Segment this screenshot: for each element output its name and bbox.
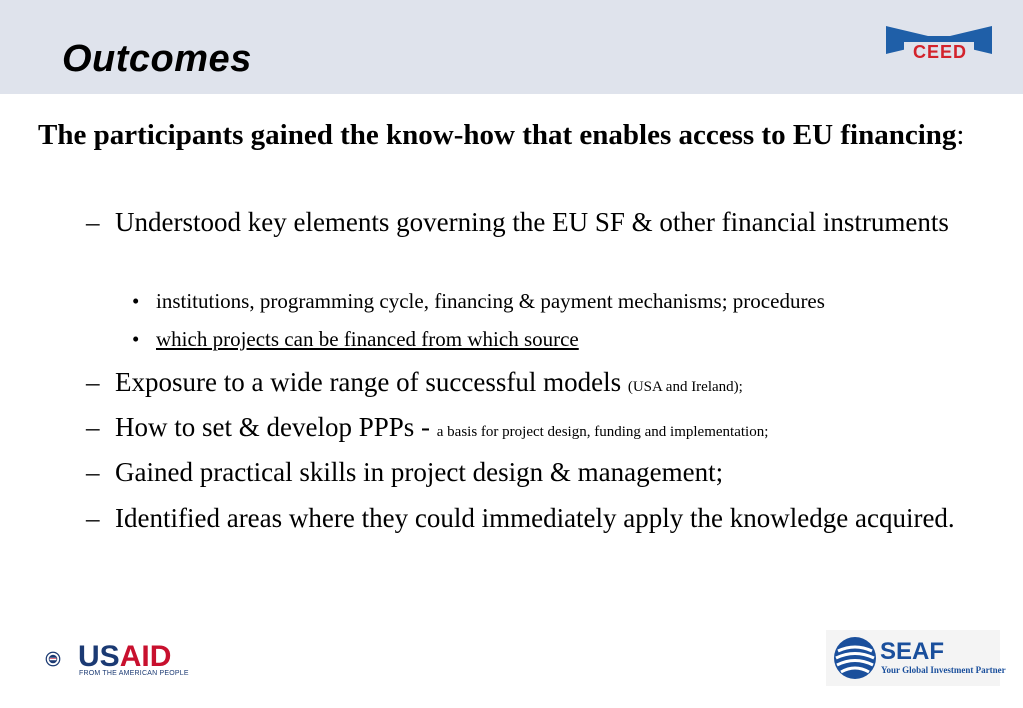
slide-title: Outcomes: [62, 38, 252, 80]
usaid-seal-icon: [30, 636, 76, 682]
dash-marker: –: [86, 412, 100, 442]
bullet-marker: •: [132, 289, 140, 313]
dash-marker: –: [86, 367, 100, 397]
outcome-text: Gained practical skills in project design & management;: [115, 457, 724, 487]
sub-bullet-text: institutions, programming cycle, financing & payment mechanisms; procedures: [156, 289, 825, 313]
dash-marker: –: [86, 503, 100, 533]
sub-bullet-text: which projects can be financed from which source: [156, 327, 579, 351]
bullet-marker: •: [132, 327, 140, 351]
outcome-note: (USA and Ireland);: [627, 379, 743, 395]
outcome-text: Understood key elements governing the EU SF & other financial instruments: [115, 207, 949, 237]
ceed-logo-text: CEED: [912, 42, 967, 62]
outcome-text: Identified areas where they could immediately apply the knowledge acquired.: [115, 503, 955, 533]
lead-text: The participants gained the know-how that enables access to EU financing: [38, 119, 957, 151]
seaf-wordmark: SEAF: [880, 638, 945, 665]
outcome-text: How to set & develop PPPs - a basis for project design, funding and implementation;: [115, 412, 769, 442]
usaid-tagline: FROM THE AMERICAN PEOPLE: [79, 670, 189, 677]
seaf-tagline: Your Global Investment Partner: [881, 665, 1006, 675]
outcome-note: a basis for project design, funding and implementation;: [436, 424, 769, 440]
usaid-wordmark: USAID: [78, 640, 172, 673]
lead-colon: :: [956, 119, 965, 151]
seaf-globe-icon: [832, 635, 878, 681]
outcome-text: Exposure to a wide range of successful models (USA and Ireland);: [115, 367, 743, 397]
dash-marker: –: [86, 457, 100, 487]
lead-statement: [38, 114, 998, 157]
dash-marker: –: [86, 207, 100, 237]
